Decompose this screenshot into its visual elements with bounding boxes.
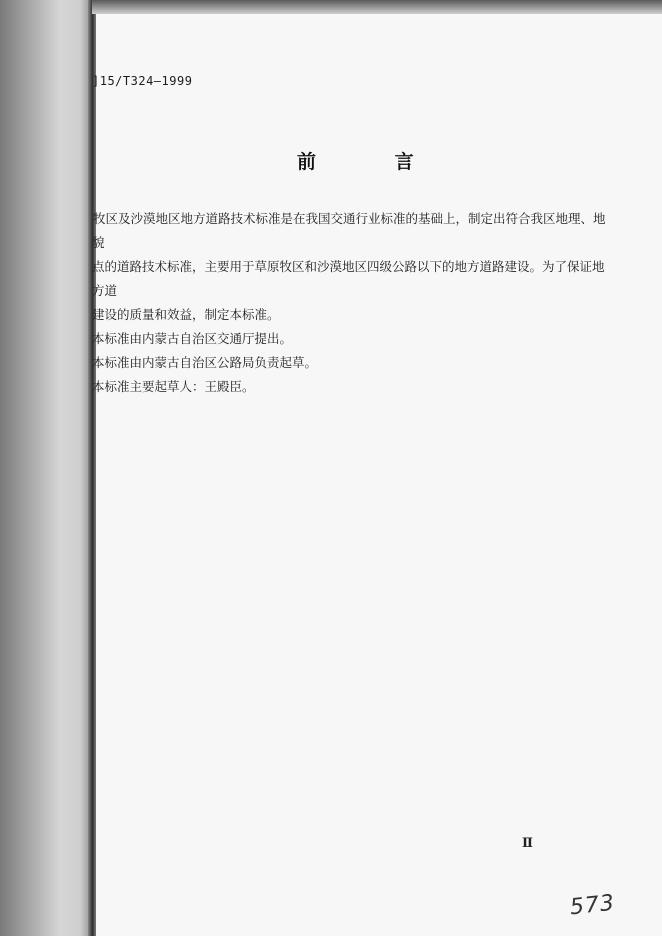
paragraph-line: 牧区及沙漠地区地方道路技术标准是在我国交通行业标准的基础上，制定出符合我区地理、地貌 <box>92 211 606 250</box>
paragraph-line: 建设的质量和效益，制定本标准。 <box>92 307 280 322</box>
paragraph-line: 本标准主要起草人：王殿臣。 <box>92 379 255 394</box>
page-top-shadow <box>92 0 662 14</box>
document-body <box>92 207 610 399</box>
facing-page-edge <box>0 0 92 936</box>
handwritten-annotation: 573 <box>568 890 617 921</box>
paragraph-line: 本标准由内蒙古自治区交通厅提出。 <box>92 331 293 346</box>
paragraph-line: 本标准由内蒙古自治区公路局负责起草。 <box>92 355 318 370</box>
document-code: ]15/T324—1999 <box>92 74 193 88</box>
page-title: 前 言 <box>297 151 450 173</box>
paragraph-line: 点的道路技术标准，主要用于草原牧区和沙漠地区四级公路以下的地方道路建设。为了保证地方道 <box>92 259 605 298</box>
page-number: Ⅱ <box>522 836 533 851</box>
